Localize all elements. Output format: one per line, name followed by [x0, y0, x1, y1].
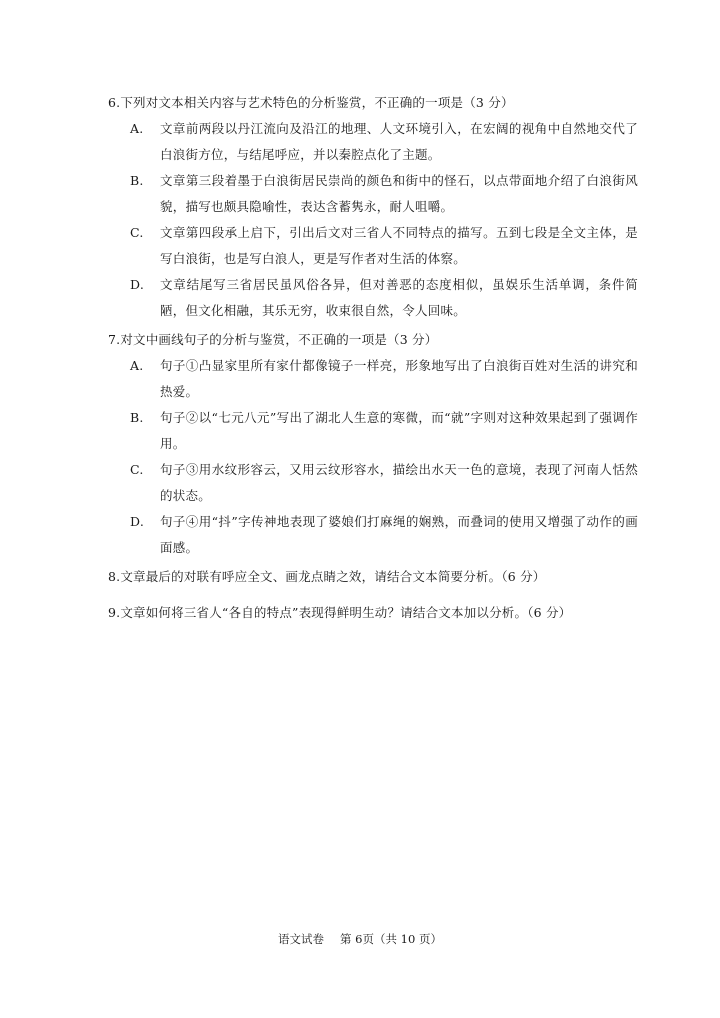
footer-subject: 语文试卷	[278, 932, 325, 946]
question-text: 下列对文本相关内容与艺术特色的分析鉴赏，不正确的一项是（3 分）	[120, 95, 514, 110]
question-number: 6.	[108, 95, 121, 110]
option-letter: C.	[130, 462, 144, 477]
question-8	[108, 564, 628, 590]
option-letter: D.	[130, 277, 145, 292]
question-number: 7.	[108, 332, 121, 347]
option-b	[130, 168, 638, 220]
option-letter: A.	[130, 121, 144, 136]
option-text: 文章结尾写三省居民虽风俗各异，但对善恶的态度相似，虽娱乐生活单调，条件简陋，但文化相融，其乐无穷，收束很自然，令人回味。	[160, 277, 638, 318]
question-text: 文章如何将三省人“各自的特点”表现得鲜明生动？请结合文本加以分析。（6 分）	[120, 605, 572, 620]
option-text: 句子③用水纹形容云，又用云纹形容水，描绘出水天一色的意境，表现了河南人恬然的状态。	[160, 462, 638, 503]
question-number: 8.	[108, 569, 121, 584]
option-text: 句子②以“七元八元”写出了湖北人生意的寒微，而“就”字则对这种效果起到了强调作用。	[160, 410, 638, 451]
question-6	[108, 90, 638, 324]
question-7	[108, 327, 638, 561]
question-stem	[108, 90, 628, 116]
option-text: 文章第三段着墨于白浪街居民崇尚的颜色和街中的怪石，以点带面地介绍了白浪街风貌，描写也颇具隐喻性，表达含蓄隽永，耐人咀嚼。	[160, 173, 638, 214]
question-number: 9.	[108, 605, 121, 620]
option-d	[130, 509, 638, 561]
question-9	[108, 600, 628, 626]
option-letter: A.	[130, 358, 144, 373]
option-text: 句子④用“抖”字传神地表现了婆娘们打麻绳的娴熟，而叠词的使用又增强了动作的画面感。	[160, 514, 638, 555]
question-text: 文章最后的对联有呼应全文、画龙点睛之效，请结合文本简要分析。（6 分）	[120, 569, 546, 584]
option-d	[130, 272, 638, 324]
option-b	[130, 405, 638, 457]
option-letter: B.	[130, 410, 144, 425]
question-text: 对文中画线句子的分析与鉴赏，不正确的一项是（3 分）	[120, 332, 438, 347]
option-a	[130, 116, 638, 168]
option-c	[130, 457, 638, 509]
question-stem	[108, 564, 628, 590]
option-letter: D.	[130, 514, 145, 529]
question-stem	[108, 327, 628, 353]
option-text: 文章前两段以丹江流向及沿江的地理、人文环境引入，在宏阔的视角中自然地交代了白浪街方位，与结尾呼应，并以秦腔点化了主题。	[160, 121, 638, 162]
option-text: 句子①凸显家里所有家什都像镜子一样亮，形象地写出了白浪街百姓对生活的讲究和热爱。	[160, 358, 638, 399]
page-footer	[0, 930, 720, 948]
option-c	[130, 220, 638, 272]
footer-page-number: 第 6页（共 10 页）	[340, 932, 442, 946]
option-a	[130, 353, 638, 405]
option-letter: C.	[130, 225, 144, 240]
question-stem	[108, 600, 628, 626]
option-text: 文章第四段承上启下，引出后文对三省人不同特点的描写。五到七段是全文主体，是写白浪街，也是写白浪人，更是写作者对生活的体察。	[160, 225, 638, 266]
option-letter: B.	[130, 173, 144, 188]
